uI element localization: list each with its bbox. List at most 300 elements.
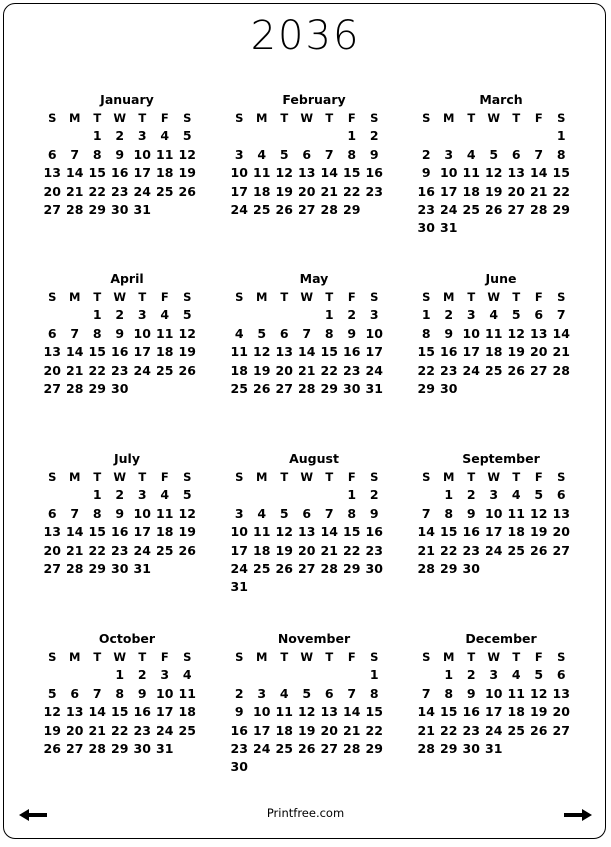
day-cell: 11 [253, 165, 271, 181]
month-name: January [100, 92, 154, 107]
day-cell: 9 [369, 146, 379, 162]
day-cell: 13 [530, 325, 548, 341]
day-cell: 6 [511, 146, 521, 162]
day-cell: 2 [369, 128, 379, 144]
day-cell: 2 [369, 487, 379, 503]
day-cell: 21 [417, 542, 435, 558]
day-cell: 8 [444, 505, 454, 521]
day-cell: 18 [156, 165, 174, 181]
day-cell: 24 [230, 201, 248, 217]
weekday-header: T [93, 111, 102, 125]
day-cell: 17 [485, 524, 503, 540]
day-cell: 14 [552, 325, 570, 341]
day-cell: 15 [320, 344, 338, 360]
day-cell: 3 [234, 505, 244, 521]
day-cell: 3 [489, 667, 499, 683]
empty-day-cell [273, 666, 296, 684]
empty-day-cell [251, 306, 274, 324]
day-cell: 11 [462, 165, 480, 181]
month-name: June [485, 271, 517, 286]
empty-day-cell [528, 127, 551, 145]
day-cell: 29 [417, 380, 435, 396]
weekday-header: T [93, 650, 102, 664]
day-cell: 19 [275, 183, 293, 199]
day-cell: 19 [275, 542, 293, 558]
day-cell: 15 [365, 704, 383, 720]
weekday-header: F [160, 650, 169, 664]
day-cell: 15 [417, 344, 435, 360]
weekday-header: T [280, 290, 289, 304]
weekday-header: T [93, 290, 102, 304]
day-cell: 27 [43, 201, 61, 217]
day-cell: 24 [230, 560, 248, 576]
weekday-header: S [557, 111, 566, 125]
day-cell: 5 [279, 146, 289, 162]
weekday-header: T [512, 470, 521, 484]
month-february [228, 90, 396, 219]
day-cell: 3 [444, 146, 454, 162]
day-cell: 8 [115, 685, 125, 701]
month-days-grid [41, 468, 209, 578]
weekday-header: F [534, 650, 543, 664]
day-cell: 18 [230, 362, 248, 378]
month-june [415, 269, 583, 398]
day-cell: 16 [133, 704, 151, 720]
day-cell: 10 [133, 146, 151, 162]
day-cell: 13 [507, 165, 525, 181]
day-cell: 2 [466, 487, 476, 503]
day-cell: 7 [534, 146, 544, 162]
empty-day-cell [64, 486, 87, 504]
day-cell: 30 [440, 380, 458, 396]
day-cell: 4 [511, 667, 521, 683]
weekday-header: T [512, 290, 521, 304]
day-cell: 28 [417, 740, 435, 756]
weekday-header: T [138, 111, 147, 125]
day-cell: 20 [552, 704, 570, 720]
day-cell: 13 [43, 165, 61, 181]
day-cell: 27 [298, 560, 316, 576]
weekday-header: T [467, 650, 476, 664]
month-name: November [277, 631, 351, 646]
day-cell: 12 [530, 505, 548, 521]
day-cell: 13 [275, 344, 293, 360]
weekday-header: M [69, 470, 81, 484]
day-cell: 1 [347, 128, 357, 144]
weekday-header: M [256, 470, 268, 484]
day-cell: 15 [440, 524, 458, 540]
day-cell: 5 [182, 487, 192, 503]
day-cell: 6 [302, 505, 312, 521]
day-cell: 29 [343, 560, 361, 576]
day-cell: 7 [556, 307, 566, 323]
day-cell: 24 [462, 362, 480, 378]
weekday-header: S [235, 650, 244, 664]
day-cell: 9 [234, 704, 244, 720]
empty-day-cell [64, 306, 87, 324]
day-cell: 19 [507, 344, 525, 360]
day-cell: 7 [92, 685, 102, 701]
day-cell: 23 [343, 362, 361, 378]
weekday-header: S [557, 470, 566, 484]
day-cell: 11 [507, 505, 525, 521]
day-cell: 25 [507, 722, 525, 738]
day-cell: 26 [298, 740, 316, 756]
day-cell: 22 [365, 722, 383, 738]
day-cell: 14 [66, 344, 84, 360]
empty-day-cell [505, 127, 528, 145]
weekday-header: W [300, 111, 314, 125]
day-cell: 28 [66, 380, 84, 396]
day-cell: 27 [507, 201, 525, 217]
day-cell: 12 [485, 165, 503, 181]
day-cell: 28 [417, 560, 435, 576]
day-cell: 5 [534, 487, 544, 503]
day-cell: 4 [160, 307, 170, 323]
day-cell: 8 [444, 685, 454, 701]
day-cell: 2 [466, 667, 476, 683]
empty-day-cell [86, 666, 109, 684]
day-cell: 2 [115, 487, 125, 503]
weekday-header: F [534, 111, 543, 125]
day-cell: 23 [365, 542, 383, 558]
day-cell: 15 [88, 165, 106, 181]
day-cell: 10 [133, 505, 151, 521]
day-cell: 19 [485, 183, 503, 199]
day-cell: 7 [302, 325, 312, 341]
day-cell: 31 [485, 740, 503, 756]
day-cell: 18 [507, 704, 525, 720]
day-cell: 22 [552, 183, 570, 199]
weekday-header: M [69, 650, 81, 664]
weekday-header: S [48, 111, 57, 125]
day-cell: 17 [133, 524, 151, 540]
day-cell: 22 [320, 362, 338, 378]
day-cell: 7 [70, 505, 80, 521]
day-cell: 8 [421, 325, 431, 341]
day-cell: 22 [343, 183, 361, 199]
empty-day-cell [41, 306, 64, 324]
day-cell: 10 [462, 325, 480, 341]
day-cell: 28 [320, 560, 338, 576]
day-cell: 13 [298, 165, 316, 181]
day-cell: 14 [88, 704, 106, 720]
day-cell: 25 [275, 740, 293, 756]
day-cell: 25 [156, 183, 174, 199]
day-cell: 3 [257, 685, 267, 701]
day-cell: 9 [115, 146, 125, 162]
empty-day-cell [273, 306, 296, 324]
site-credit[interactable]: Printfree.com [266, 806, 345, 820]
day-cell: 29 [88, 201, 106, 217]
month-november [228, 629, 396, 777]
day-cell: 20 [320, 722, 338, 738]
day-cell: 18 [485, 344, 503, 360]
day-cell: 28 [66, 201, 84, 217]
day-cell: 18 [178, 704, 196, 720]
day-cell: 19 [178, 524, 196, 540]
month-name: September [462, 451, 540, 466]
day-cell: 30 [111, 380, 129, 396]
day-cell: 18 [156, 524, 174, 540]
month-name: July [114, 451, 140, 466]
day-cell: 17 [485, 704, 503, 720]
day-cell: 5 [182, 307, 192, 323]
weekday-header: S [557, 650, 566, 664]
day-cell: 14 [417, 524, 435, 540]
month-january [41, 90, 209, 219]
day-cell: 10 [230, 165, 248, 181]
day-cell: 5 [257, 325, 267, 341]
day-cell: 9 [115, 325, 125, 341]
day-cell: 26 [275, 560, 293, 576]
weekday-header: S [183, 290, 192, 304]
day-cell: 29 [440, 740, 458, 756]
day-cell: 13 [43, 524, 61, 540]
day-cell: 17 [156, 704, 174, 720]
day-cell: 16 [111, 524, 129, 540]
day-cell: 6 [556, 487, 566, 503]
arrow-left-icon[interactable] [19, 809, 47, 821]
day-cell: 20 [43, 362, 61, 378]
month-days-grid [228, 468, 396, 597]
day-cell: 24 [133, 362, 151, 378]
month-days-grid [415, 288, 583, 398]
weekday-header: T [280, 470, 289, 484]
day-cell: 14 [417, 704, 435, 720]
day-cell: 25 [156, 542, 174, 558]
day-cell: 10 [253, 704, 271, 720]
month-name: March [479, 92, 523, 107]
day-cell: 21 [530, 183, 548, 199]
weekday-header: T [512, 111, 521, 125]
day-cell: 26 [43, 740, 61, 756]
day-cell: 27 [320, 740, 338, 756]
day-cell: 8 [92, 325, 102, 341]
month-days-grid [228, 109, 396, 219]
day-cell: 31 [133, 201, 151, 217]
day-cell: 16 [440, 344, 458, 360]
day-cell: 15 [552, 165, 570, 181]
day-cell: 11 [230, 344, 248, 360]
weekday-header: M [69, 111, 81, 125]
weekday-header: S [422, 290, 431, 304]
day-cell: 27 [552, 722, 570, 738]
day-cell: 29 [111, 740, 129, 756]
empty-day-cell [296, 486, 319, 504]
day-cell: 22 [88, 183, 106, 199]
weekday-header: S [557, 290, 566, 304]
day-cell: 30 [230, 759, 248, 775]
day-cell: 15 [440, 704, 458, 720]
day-cell: 12 [253, 344, 271, 360]
month-march [415, 90, 583, 238]
weekday-header: S [48, 470, 57, 484]
day-cell: 30 [111, 201, 129, 217]
day-cell: 30 [462, 740, 480, 756]
day-cell: 16 [111, 165, 129, 181]
empty-day-cell [41, 666, 64, 684]
empty-day-cell [296, 127, 319, 145]
day-cell: 17 [230, 542, 248, 558]
day-cell: 10 [230, 524, 248, 540]
empty-day-cell [415, 486, 438, 504]
day-cell: 25 [156, 362, 174, 378]
day-cell: 12 [43, 704, 61, 720]
day-cell: 22 [440, 542, 458, 558]
day-cell: 20 [552, 524, 570, 540]
weekday-header: T [325, 290, 334, 304]
day-cell: 1 [421, 307, 431, 323]
day-cell: 1 [444, 487, 454, 503]
day-cell: 21 [417, 722, 435, 738]
weekday-header: S [422, 650, 431, 664]
day-cell: 4 [279, 685, 289, 701]
day-cell: 26 [178, 183, 196, 199]
month-december [415, 629, 583, 758]
day-cell: 13 [320, 704, 338, 720]
day-cell: 20 [275, 362, 293, 378]
day-cell: 19 [530, 704, 548, 720]
weekday-header: T [325, 470, 334, 484]
weekday-header: W [300, 290, 314, 304]
day-cell: 30 [417, 220, 435, 236]
day-cell: 10 [365, 325, 383, 341]
day-cell: 13 [552, 505, 570, 521]
day-cell: 20 [298, 183, 316, 199]
empty-day-cell [460, 127, 483, 145]
day-cell: 4 [466, 146, 476, 162]
empty-day-cell [228, 306, 251, 324]
day-cell: 16 [343, 344, 361, 360]
day-cell: 23 [417, 201, 435, 217]
day-cell: 25 [253, 201, 271, 217]
empty-day-cell [273, 486, 296, 504]
day-cell: 4 [160, 128, 170, 144]
day-cell: 8 [347, 146, 357, 162]
day-cell: 4 [489, 307, 499, 323]
day-cell: 28 [552, 362, 570, 378]
day-cell: 17 [440, 183, 458, 199]
day-cell: 7 [324, 146, 334, 162]
day-cell: 14 [343, 704, 361, 720]
weekday-header: W [487, 290, 501, 304]
day-cell: 3 [369, 307, 379, 323]
empty-day-cell [318, 127, 341, 145]
day-cell: 1 [92, 128, 102, 144]
day-cell: 15 [111, 704, 129, 720]
day-cell: 27 [66, 740, 84, 756]
weekday-header: W [113, 650, 127, 664]
weekday-header: S [183, 111, 192, 125]
day-cell: 7 [421, 685, 431, 701]
month-days-grid [228, 288, 396, 398]
day-cell: 26 [253, 380, 271, 396]
day-cell: 26 [178, 362, 196, 378]
month-name: May [299, 271, 329, 286]
weekday-header: S [370, 290, 379, 304]
weekday-header: S [235, 111, 244, 125]
day-cell: 9 [369, 505, 379, 521]
day-cell: 25 [230, 380, 248, 396]
weekday-header: W [300, 650, 314, 664]
weekday-header: M [443, 470, 455, 484]
empty-day-cell [41, 127, 64, 145]
month-september [415, 449, 583, 578]
day-cell: 29 [88, 380, 106, 396]
month-days-grid [415, 468, 583, 578]
weekday-header: T [138, 650, 147, 664]
day-cell: 11 [156, 505, 174, 521]
day-cell: 9 [466, 505, 476, 521]
day-cell: 4 [234, 325, 244, 341]
day-cell: 23 [462, 542, 480, 558]
month-october [41, 629, 209, 758]
day-cell: 8 [556, 146, 566, 162]
day-cell: 3 [137, 128, 147, 144]
day-cell: 17 [133, 344, 151, 360]
weekday-header: W [113, 290, 127, 304]
day-cell: 12 [178, 505, 196, 521]
day-cell: 20 [66, 722, 84, 738]
day-cell: 6 [279, 325, 289, 341]
day-cell: 22 [88, 362, 106, 378]
day-cell: 12 [178, 325, 196, 341]
arrow-right-icon[interactable] [564, 809, 592, 821]
day-cell: 3 [466, 307, 476, 323]
empty-day-cell [438, 127, 461, 145]
weekday-header: M [443, 290, 455, 304]
day-cell: 2 [347, 307, 357, 323]
day-cell: 29 [88, 560, 106, 576]
day-cell: 1 [556, 128, 566, 144]
day-cell: 7 [70, 146, 80, 162]
empty-day-cell [41, 486, 64, 504]
day-cell: 12 [507, 325, 525, 341]
year-title: 2036 [250, 13, 361, 59]
day-cell: 24 [133, 542, 151, 558]
day-cell: 7 [347, 685, 357, 701]
empty-day-cell [273, 127, 296, 145]
day-cell: 21 [88, 722, 106, 738]
weekday-header: T [138, 290, 147, 304]
day-cell: 25 [485, 362, 503, 378]
day-cell: 2 [115, 128, 125, 144]
day-cell: 17 [133, 165, 151, 181]
day-cell: 5 [511, 307, 521, 323]
day-cell: 14 [530, 165, 548, 181]
day-cell: 3 [489, 487, 499, 503]
day-cell: 23 [133, 722, 151, 738]
day-cell: 21 [343, 722, 361, 738]
day-cell: 12 [178, 146, 196, 162]
weekday-header: M [69, 290, 81, 304]
day-cell: 27 [298, 201, 316, 217]
day-cell: 3 [160, 667, 170, 683]
day-cell: 10 [440, 165, 458, 181]
day-cell: 31 [156, 740, 174, 756]
day-cell: 10 [133, 325, 151, 341]
day-cell: 1 [347, 487, 357, 503]
month-name: April [110, 271, 144, 286]
day-cell: 6 [556, 667, 566, 683]
day-cell: 1 [369, 667, 379, 683]
day-cell: 13 [43, 344, 61, 360]
day-cell: 31 [440, 220, 458, 236]
weekday-header: S [235, 470, 244, 484]
day-cell: 11 [156, 146, 174, 162]
day-cell: 5 [534, 667, 544, 683]
